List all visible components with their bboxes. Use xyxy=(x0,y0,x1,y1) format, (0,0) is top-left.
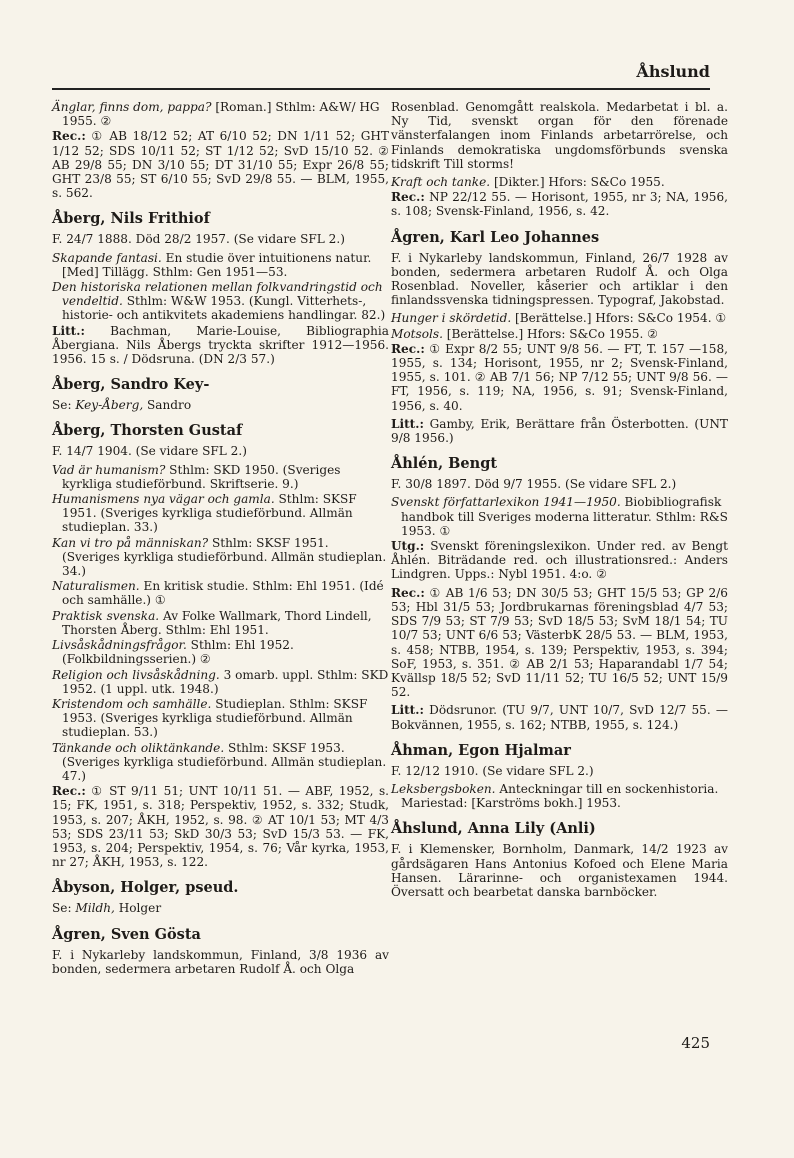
left-column xyxy=(52,100,389,980)
see-target: Key-Åberg, xyxy=(75,398,144,413)
see-reference xyxy=(52,901,389,915)
work-item xyxy=(52,492,389,535)
work-title: Vad är humanism? xyxy=(52,462,166,477)
work-item xyxy=(52,463,389,491)
work-title: Kraft och tanke. xyxy=(391,175,491,190)
field-text: Dödsrunor. (TU 9/7, UNT 10/7, SvD 12/7 55. — Bokvännen, 1955, s. 162; NTBB, 1955, s. 124.) xyxy=(391,703,728,732)
entry-text xyxy=(52,232,389,246)
field-text: Bachman, Marie-Louise, Bibliographia Åbergiana. Nils Åbergs tryckta skrifter 1912—1956. 1956. 15 s. / Dödsruna. (DN 2/3 57.) xyxy=(52,323,389,367)
entry-rec xyxy=(391,190,728,218)
entry-text xyxy=(391,842,728,899)
work-item xyxy=(52,251,389,279)
field-text: F. i Klemensker, Bornholm, Danmark, 14/2 1923 av gårdsägaren Hans Antonius Kofoed och Elene Maria Hansen. Lärarinne- och organistexamen 1944. Översatt och bearbetat danska barnböcker. xyxy=(391,842,728,899)
work-details: [Berättelse.] Hfors: S&Co 1954. ① xyxy=(511,311,727,326)
entry-heading: Åberg, Sandro Key- xyxy=(52,376,210,394)
work-title: Den historiska relationen mellan folkvandringstid och vendeltid. xyxy=(52,280,383,309)
work-title: Praktisk svenska. xyxy=(52,608,160,623)
work-title: Kristendom och samhälle. xyxy=(52,696,212,711)
work-item xyxy=(391,327,728,341)
work-title: Humanismens nya vägar och gamla. xyxy=(52,492,275,507)
field-label: Utg.: xyxy=(391,539,425,554)
work-item xyxy=(52,638,389,666)
field-text: F. 12/12 1910. (Se vidare SFL 2.) xyxy=(391,763,594,778)
field-text: NP 22/12 55. — Horisont, 1955, nr 3; NA, 1956, s. 108; Svensk-Finland, 1956, s. 42. xyxy=(391,190,728,219)
entry-rec xyxy=(391,586,728,700)
work-title: Religion och livsåskådning. xyxy=(52,667,220,682)
field-label: Rec.: xyxy=(52,129,86,144)
work-title: Livsåskådningsfrågor. xyxy=(52,638,187,653)
field-text: F. i Nykarleby landskommun, Finland, 3/8 1936 av bonden, sedermera arbetaren Rudolf Å. och Olga xyxy=(52,947,389,976)
field-text: ① AB 18/12 52; AT 6/10 52; DN 1/11 52; GHT 1/12 52; SDS 10/11 52; ST 1/12 52; SvD 15/10 52. ② AB 29/8 55; DN 3/10 55; DT 31/10 55; Expr 26/8 55; GHT 23/8 55; ST 6/10 55; SvD 29/8 55. — BLM, 1955, s. 562. xyxy=(52,129,389,201)
page-header: Åhslund xyxy=(636,62,710,81)
work-item xyxy=(391,311,728,325)
entry-litt xyxy=(391,417,728,445)
entry-heading: Åbyson, Holger, pseud. xyxy=(52,879,239,897)
field-label: Rec.: xyxy=(52,784,86,799)
work-item xyxy=(391,782,728,810)
work-item xyxy=(52,280,389,323)
field-text: F. i Nykarleby landskommun, Finland, 26/7 1928 av bonden, sedermera arbetaren Rudolf Å. och Olga Rosenblad. Noveller, kåserier och artiklar i den finlandssvenska tidningspressen. Typograf, Jakobstad. xyxy=(391,250,728,308)
field-text: ① AB 1/6 53; DN 30/5 53; GHT 15/5 53; GP 2/6 53; Hbl 31/5 53; Jordbrukarnas föreningsblad 4/7 53; SDS 7/9 53; ST 7/9 53; SvD 18/5 53; SvM 18/1 54; TU 10/7 53; UNT 6/6 53; VästerbK 28/5 53. — BLM, 1953, s. 458; NTBB, 1954, s. 139; Perspektiv, 1953, s. 394; SoF, 1953, s. 351. ② AB 2/1 53; Haparandabl 1/7 54; Kvällsp 18/5 52; SvD 11/11 52; TU 16/5 52; UNT 15/9 52. xyxy=(391,585,728,700)
work-details: Sthlm: Ehl 1952. (Folkbildningsserien.) ② xyxy=(62,638,294,667)
entry-heading: Ågren, Karl Leo Johannes xyxy=(391,228,600,246)
field-label: Litt.: xyxy=(391,703,424,718)
see-reference xyxy=(52,398,389,412)
work-title: Hunger i skördetid. xyxy=(391,311,512,326)
field-text: Svenskt föreningslexikon. Under red. av Bengt Åhlén. Biträdande red. och illustrationsred.: Anders Lindgren. Upps.: Nybl 1951. 4:o. ② xyxy=(391,539,728,582)
work-item xyxy=(52,579,389,607)
work-details: [Roman.] Sthlm: A&W/ HG 1955. ② xyxy=(62,100,380,129)
work-details: Sthlm: W&W 1953. (Kungl. Vitterhets-, historie- och antikvitets akademiens handlingar. 82.) xyxy=(62,294,386,323)
entry-heading: Ågren, Sven Gösta xyxy=(52,925,201,943)
entry-heading: Åhman, Egon Hjalmar xyxy=(391,741,571,759)
work-details: Biobibliografisk handbok till Sveriges moderna litteratur. Sthlm: R&S 1953. ① xyxy=(401,495,728,538)
field-text: ① Expr 8/2 55; UNT 9/8 56. — FT, T. 157 —158, 1955, s. 134; Horisont, 1955, nr 2; Svensk-Finland, 1955, s. 101. ② AB 7/1 56; NP 7/12 55; UNT 9/8 56. — FT, 1956, s. 119; NA, 1956, s. 91; Svensk-Finland, 1956, s. 40. xyxy=(391,341,728,413)
see-rest: Sandro xyxy=(143,398,192,413)
entry-text xyxy=(391,477,728,491)
see-label: Se: xyxy=(52,901,76,916)
work-item xyxy=(52,100,389,128)
field-label: Litt.: xyxy=(391,416,424,431)
entry-rec xyxy=(391,342,728,413)
work-details: 3 omarb. uppl. Sthlm: SKD 1952. (1 uppl. utk. 1948.) xyxy=(62,667,389,696)
entry-utg xyxy=(391,539,728,582)
entry-text xyxy=(391,251,728,308)
work-item xyxy=(52,697,389,740)
work-title: Leksbergsboken. xyxy=(391,781,496,796)
work-title: Kan vi tro på människan? xyxy=(52,535,209,550)
entry-text xyxy=(52,444,389,458)
field-label: Rec.: xyxy=(391,585,425,600)
work-title: Änglar, finns dom, pappa? xyxy=(52,100,212,114)
entry-litt xyxy=(52,324,389,367)
field-text: F. 30/8 1897. Död 9/7 1955. (Se vidare SFL 2.) xyxy=(391,477,677,492)
field-label: Rec.: xyxy=(391,190,425,205)
header-rule xyxy=(52,88,710,90)
work-details: [Dikter.] Hfors: S&Co 1955. xyxy=(490,175,665,190)
entry-heading: Åhlén, Bengt xyxy=(391,455,498,473)
work-details: En studie över intuitionens natur. [Med] Tillägg. Sthlm: Gen 1951—53. xyxy=(62,250,372,279)
field-text: Gamby, Erik, Berättare från Österbotten. (UNT 9/8 1956.) xyxy=(391,416,728,446)
entry-heading: Åberg, Nils Frithiof xyxy=(52,210,210,228)
see-target: Mildh, xyxy=(75,901,115,916)
work-details: Studieplan. Sthlm: SKSF 1953. (Sveriges kyrkliga studieförbund. Allmän studieplan. 53.) xyxy=(62,696,368,740)
field-text: F. 14/7 1904. (Se vidare SFL 2.) xyxy=(52,444,247,459)
work-title: Svenskt författarlexikon 1941—1950. xyxy=(391,495,621,510)
work-details: En kritisk studie. Sthlm: Ehl 1951. (Idé och samhälle.) ① xyxy=(62,579,384,608)
field-text: F. 24/7 1888. Död 28/2 1957. (Se vidare SFL 2.) xyxy=(52,232,345,247)
work-item xyxy=(52,668,389,696)
field-label: Rec.: xyxy=(391,341,425,356)
field-text: ① ST 9/11 51; UNT 10/11 51. — ABF, 1952, s. 15; FK, 1951, s. 318; Perspektiv, 1952, s. 332; Studk, 1953, s. 207; ÅKH, 1952, s. 98. ② AT 10/1 53; MT 4/3 53; SDS 23/11 53; SkD 30/3 53; SvD 15/3 53. — FK, 1953, s. 204; Perspektiv, 1954, s. 76; Vår kyrka, 1953, nr 27; ÅKH, 1953, s. 122. xyxy=(52,784,389,870)
work-item xyxy=(391,175,728,189)
work-item xyxy=(391,495,728,538)
work-details: Sthlm: SKSF 1951. (Sveriges kyrkliga studieförbund. Allmän studieplan. 34.) xyxy=(62,535,387,579)
see-rest: Holger xyxy=(114,901,162,916)
work-item xyxy=(52,741,389,784)
page-number: 425 xyxy=(681,1034,710,1052)
work-title: Skapande fantasi. xyxy=(52,250,162,265)
entry-heading: Åberg, Thorsten Gustaf xyxy=(52,422,243,440)
entry-litt xyxy=(391,703,728,731)
work-details: Anteckningar till en sockenhistoria. Mariestad: [Karströms bokh.] 1953. xyxy=(401,781,719,811)
right-column xyxy=(391,100,728,903)
work-item xyxy=(52,609,389,637)
entry-text xyxy=(52,948,389,976)
field-label: Litt.: xyxy=(52,323,85,338)
field-text: Rosenblad. Genomgått realskola. Medarbetat i bl. a. Ny Tid, svenskt organ för den förenade vänsterfalangen inom Finlands arbetarrörelse, och Finlands demokratiska ungdomsförbunds svenska tidskrift Till storms! xyxy=(391,100,728,171)
work-title: Motsols. xyxy=(391,326,443,341)
work-item xyxy=(52,536,389,579)
see-label: Se: xyxy=(52,398,76,413)
work-details: Av Folke Wallmark, Thord Lindell, Thorsten Åberg. Sthlm: Ehl 1951. xyxy=(62,608,372,637)
entry-text xyxy=(391,100,728,171)
work-details: [Berättelse.] Hfors: S&Co 1955. ② xyxy=(442,326,658,341)
work-details: Sthlm: SKSF 1953. (Sveriges kyrkliga studieförbund. Allmän studieplan. 47.) xyxy=(62,740,387,783)
work-title: Naturalismen. xyxy=(52,579,140,594)
entry-rec xyxy=(52,129,389,200)
entry-heading: Åhslund, Anna Lily (Anli) xyxy=(391,820,596,838)
entry-text xyxy=(391,764,728,778)
work-details: Sthlm: SKSF 1951. (Sveriges kyrkliga studieförbund. Allmän studieplan. 33.) xyxy=(62,492,357,535)
work-details: Sthlm: SKD 1950. (Sveriges kyrkliga studieförbund. Skriftserie. 9.) xyxy=(62,462,341,491)
work-title: Tänkande och oliktänkande. xyxy=(52,740,225,755)
entry-rec xyxy=(52,784,389,869)
